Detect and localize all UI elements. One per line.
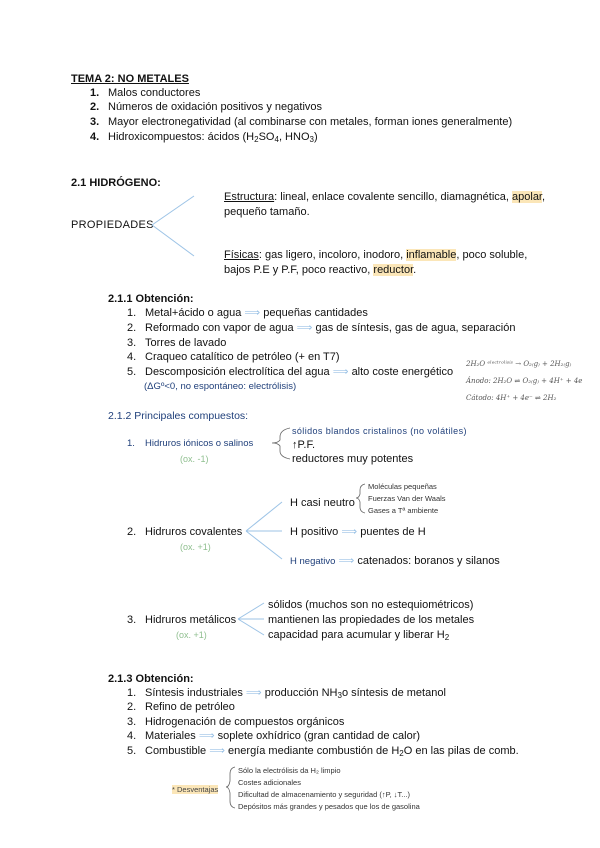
obtencion2-item-5: 5. Combustible ⟹ energía mediante combustión de $H_2O$ en las pilas de comb. bbox=[127, 745, 519, 758]
propiedades-label: PROPIEDADES bbox=[71, 219, 154, 231]
tema-item-1: 1. Malos conductores bbox=[90, 87, 201, 99]
metalicos-prop-2: mantienen las propiedades de los metales bbox=[268, 614, 475, 626]
metalicos-ox: (ox. +1) bbox=[176, 630, 207, 640]
desventaja-3: Dificultad de almacenamiento y seguridad (↑P, ↓T...) bbox=[238, 790, 411, 799]
electrolisis-note: (ΔGº<0, no espontáneo: electrólisis) bbox=[144, 381, 297, 392]
obtencion2-heading: 2.1.3 Obtención: bbox=[108, 673, 194, 685]
hidrogeno-heading: 2.1 HIDRÓGENO: bbox=[71, 177, 161, 189]
tema-title: TEMA 2: NO METALES bbox=[71, 73, 189, 85]
ionicos-prop-3: reductores muy potentes bbox=[292, 453, 414, 465]
desventaja-1: Sólo la electrólisis da H₂ limpio bbox=[238, 766, 341, 775]
covalentes-label: 2. Hidruros covalentes bbox=[127, 526, 243, 538]
propiedades-brace bbox=[150, 190, 210, 270]
neutro-prop-3: Gases a Tª ambiente bbox=[368, 506, 439, 515]
obtencion2-item-1: 1. Síntesis industriales ⟹ producción $NH_3o$ síntesis de metanol bbox=[127, 687, 446, 700]
equation-1: 2H₂O ᵉˡᵉᶜᵗʳᵒˡⁱˢⁱˢ → O₂₍g₎ + 2H₂₍g₎ bbox=[466, 360, 572, 368]
metalicos-brace bbox=[236, 596, 270, 644]
obtencion2-item-3: 3. Hidrogenación de compuestos orgánicos bbox=[127, 716, 345, 728]
desventaja-2: Costes adicionales bbox=[238, 778, 301, 787]
obtencion1-item-1: 1. Metal+ácido o agua ⟹ pequeñas cantidades bbox=[127, 307, 368, 319]
metalicos-prop-1: sólidos (muchos son no estequiométricos) bbox=[268, 599, 474, 611]
tema-item-3: 3. Mayor electronegatividad (al combinarse con metales, forman iones generalmente) bbox=[90, 116, 513, 128]
covalentes-positivo: H positivo ⟹ puentes de H bbox=[290, 526, 426, 538]
metalicos-label: 3. Hidruros metálicos bbox=[127, 614, 237, 626]
obtencion1-item-4: 4. Craqueo catalítico de petróleo (+ en T7) bbox=[127, 351, 340, 363]
ionicos-label: 1. Hidruros iónicos o salinos bbox=[127, 438, 254, 449]
obtencion2-item-4: 4. Materiales ⟹ soplete oxhídrico (gran cantidad de calor) bbox=[127, 730, 421, 742]
obtencion1-item-3: 3. Torres de lavado bbox=[127, 337, 227, 349]
covalentes-brace bbox=[244, 490, 292, 570]
estructura-line2: pequeño tamaño. bbox=[224, 206, 310, 218]
ionicos-prop-1: sólidos blandos cristalinos (no volátiles) bbox=[292, 426, 467, 436]
obtencion1-item-5: 5. Descomposición electrolítica del agua ⟹ alto coste energético bbox=[127, 366, 454, 378]
desventaja-4: Depósitos más grandes y pesados que los de gasolina bbox=[238, 802, 420, 811]
neutro-prop-2: Fuerzas Van der Waals bbox=[368, 494, 446, 503]
obtencion1-heading: 2.1.1 Obtención: bbox=[108, 293, 194, 305]
equation-2: Ánodo: 2H₂O ⇌ O₂₍g₎ + 4H⁺ + 4e bbox=[466, 377, 583, 385]
obtencion2-item-2: 2. Refino de petróleo bbox=[127, 701, 235, 713]
compuestos-heading: 2.1.2 Principales compuestos: bbox=[108, 410, 249, 422]
ionicos-ox: (ox. -1) bbox=[180, 454, 209, 464]
neutro-brace bbox=[354, 480, 368, 520]
covalentes-neutro: H casi neutro bbox=[290, 497, 355, 509]
tema-item-4: 4. Hidroxicompuestos: ácidos ($H_2SO_4$, $HNO_3$) bbox=[90, 131, 318, 144]
desventajas-brace bbox=[224, 765, 238, 811]
tema-item-2: 2. Números de oxidación positivos y negativos bbox=[90, 101, 323, 113]
equation-3: Cátodo: 4H⁺ + 4e⁻ ⇌ 2H₂ bbox=[466, 394, 557, 402]
obtencion1-item-2: 2. Reformado con vapor de agua ⟹ gas de síntesis, gas de agua, separación bbox=[127, 322, 516, 334]
covalentes-ox: (ox. +1) bbox=[180, 542, 211, 552]
fisicas-line2: bajos P.E y P.F, poco reactivo, reductor. bbox=[224, 264, 417, 276]
covalentes-negativo: H negativo ⟹ catenados: boranos y silanos bbox=[290, 555, 500, 567]
ionicos-prop-2: ↑P.F. bbox=[292, 439, 316, 451]
neutro-prop-1: Moléculas pequeñas bbox=[368, 482, 437, 491]
estructura-line: Estructura: lineal, enlace covalente sencillo, diamagnética, apolar, bbox=[224, 191, 546, 203]
fisicas-line: Físicas: gas ligero, incoloro, inodoro, inflamable, poco soluble, bbox=[224, 249, 528, 261]
metalicos-prop-3: capacidad para acumular y liberar $H_2$ bbox=[268, 629, 450, 642]
desventajas-label: * Desventajas bbox=[172, 785, 219, 794]
